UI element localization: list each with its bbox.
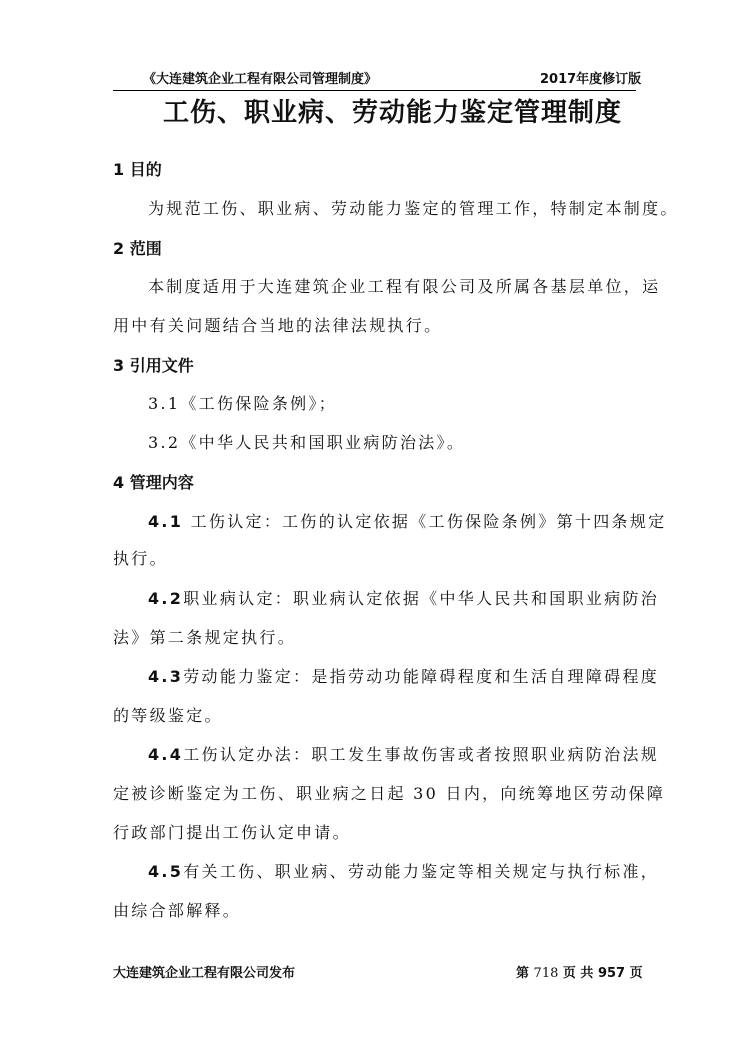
reference-item: 3.1《工伤保险条例》； (148, 394, 338, 413)
clause-number: 4.4 (148, 745, 184, 764)
section-heading-references: 3 引用文件 (113, 356, 194, 375)
reference-item: 3.2《中华人民共和国职业病防治法》。 (148, 433, 466, 452)
clause-number: 4.5 (148, 862, 184, 881)
section-heading-purpose: 1 目的 (113, 160, 162, 179)
clause-number: 4.2 (148, 589, 184, 608)
clause-text: 工伤认定：工伤的认定依据《工伤保险条例》第十四条规定 (183, 512, 667, 531)
clause-number: 4.1 (148, 512, 184, 531)
page-mid: 页 共 (562, 966, 594, 981)
paragraph-line: 执行。 (113, 549, 168, 568)
clause-text: 劳动能力鉴定：是指劳动功能障碍程度和生活自理障碍程度 (183, 667, 660, 686)
clause-text: 职业病认定：职业病认定依据《中华人民共和国职业病防治 (183, 589, 660, 608)
page-suffix: 页 (629, 966, 643, 981)
page-total: 957 (597, 966, 626, 981)
section-heading-scope: 2 范围 (113, 239, 162, 258)
clause-4-2 (148, 586, 659, 609)
clause-text: 工伤认定办法：职工发生事故伤害或者按照职业病防治法规 (183, 745, 660, 764)
clause-number: 4.3 (148, 667, 184, 686)
document-title: 工伤、职业病、劳动能力鉴定管理制度 (163, 98, 623, 128)
paragraph-line: 的等级鉴定。 (113, 706, 223, 725)
clause-4-4 (148, 742, 659, 765)
paragraph-line: 用中有关问题结合当地的法律法规执行。 (113, 316, 443, 335)
header-doc-series: 《大连建筑企业工程有限公司管理制度》 (143, 72, 378, 87)
paragraph-line: 本制度适用于大连建筑企业工程有限公司及所属各基层单位，运 (148, 277, 661, 296)
header-rule (113, 90, 636, 91)
paragraph-line: 定被诊断鉴定为工伤、职业病之日起 30 日内，向统筹地区劳动保障 (113, 784, 666, 803)
paragraph-line: 由综合部解释。 (113, 901, 242, 920)
clause-4-5 (148, 859, 659, 882)
paragraph-line: 为规范工伤、职业病、劳动能力鉴定的管理工作，特制定本制度。 (148, 199, 679, 218)
page-current: 718 (533, 966, 559, 981)
paragraph-line: 法》第二条规定执行。 (113, 628, 297, 647)
header-edition: 2017年度修订版 (540, 72, 642, 87)
paragraph-line: 行政部门提出工伤认定申请。 (113, 823, 351, 842)
footer-page-number (516, 962, 643, 981)
clause-4-3 (148, 664, 659, 687)
footer-publisher: 大连建筑企业工程有限公司发布 (113, 966, 296, 981)
page-prefix: 第 (516, 966, 530, 981)
clause-4-1 (148, 509, 666, 532)
section-heading-management: 4 管理内容 (113, 473, 194, 492)
clause-text: 有关工伤、职业病、劳动能力鉴定等相关规定与执行标准， (183, 862, 660, 881)
